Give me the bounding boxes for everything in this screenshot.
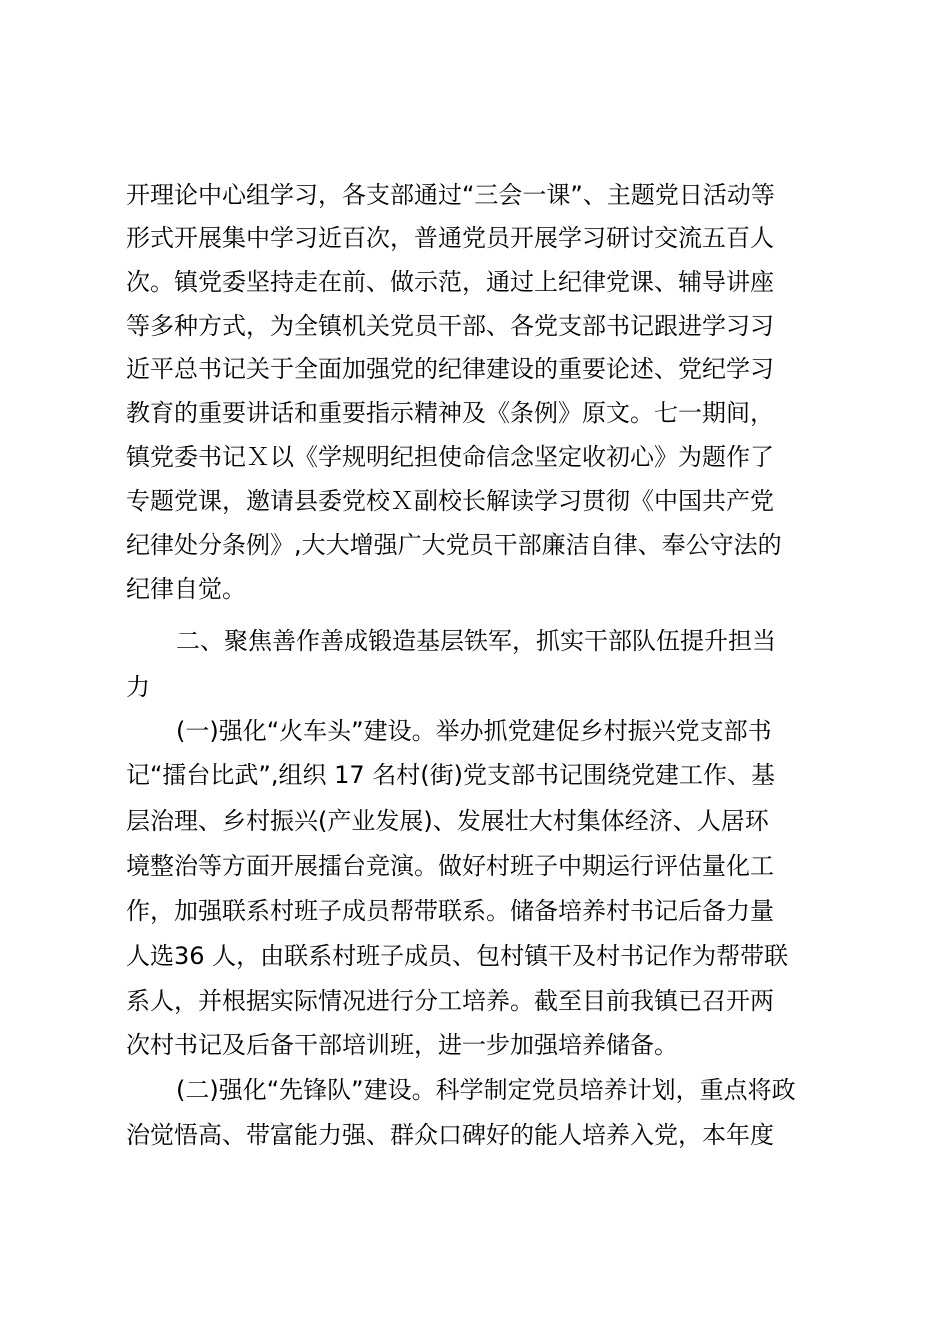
paragraph-line: 境整治等方面开展擂台竞演。做好村班子中期运行评估量化工 (126, 852, 774, 880)
paragraph-line: 纪律处分条例》,大大增强广大党员干部廉洁自律、奉公守法的 (126, 531, 782, 559)
paragraph-line: 等多种方式，为全镇机关党员干部、各党支部书记跟进学习习 (126, 312, 774, 340)
section-heading: 二、聚焦善作善成锻造基层铁军，抓实干部队伍提升担当 (176, 627, 776, 655)
paragraph-line: 形式开展集中学习近百次，普通党员开展学习研讨交流五百人 (126, 224, 774, 252)
paragraph-line: 记“擂台比武”,组织 17 名村(街)党支部书记围绕党建工作、基 (126, 761, 776, 789)
paragraph-line: (一)强化“火车头”建设。举办抓党建促乡村振兴党支部书 (176, 717, 772, 745)
section-heading: 力 (126, 673, 150, 701)
paragraph-line: 人选36 人，由联系村班子成员、包村镇干及村书记作为帮带联 (126, 942, 789, 970)
paragraph-line: 系人，并根据实际情况进行分工培养。截至目前我镇已召开两 (126, 987, 774, 1015)
paragraph-line: 纪律自觉。 (126, 575, 246, 603)
paragraph-line: 教育的重要讲话和重要指示精神及《条例》原文。七一期间， (126, 399, 774, 427)
paragraph-line: (二)强化“先锋队”建设。科学制定党员培养计划，重点将政 (176, 1076, 796, 1104)
paragraph-line: 镇党委书记Ｘ以《学规明纪担使命信念坚定收初心》为题作了 (126, 443, 774, 471)
paragraph-line: 作，加强联系村班子成员帮带联系。储备培养村书记后备力量 (126, 897, 774, 925)
paragraph-line: 治觉悟高、带富能力强、群众口碑好的能人培养入党，本年度 (126, 1121, 774, 1149)
paragraph-line: 次村书记及后备干部培训班，进一步加强培养储备。 (126, 1031, 678, 1059)
paragraph-line: 次。镇党委坚持走在前、做示范，通过上纪律党课、辅导讲座 (126, 268, 774, 296)
paragraph-line: 专题党课，邀请县委党校Ｘ副校长解读学习贯彻《中国共产党 (126, 487, 774, 515)
paragraph-line: 开理论中心组学习，各支部通过“三会一课”、主题党日活动等 (126, 181, 775, 209)
paragraph-line: 层治理、乡村振兴(产业发展)、发展壮大村集体经济、人居环 (126, 807, 769, 835)
paragraph-line: 近平总书记关于全面加强党的纪律建设的重要论述、党纪学习 (126, 355, 774, 383)
